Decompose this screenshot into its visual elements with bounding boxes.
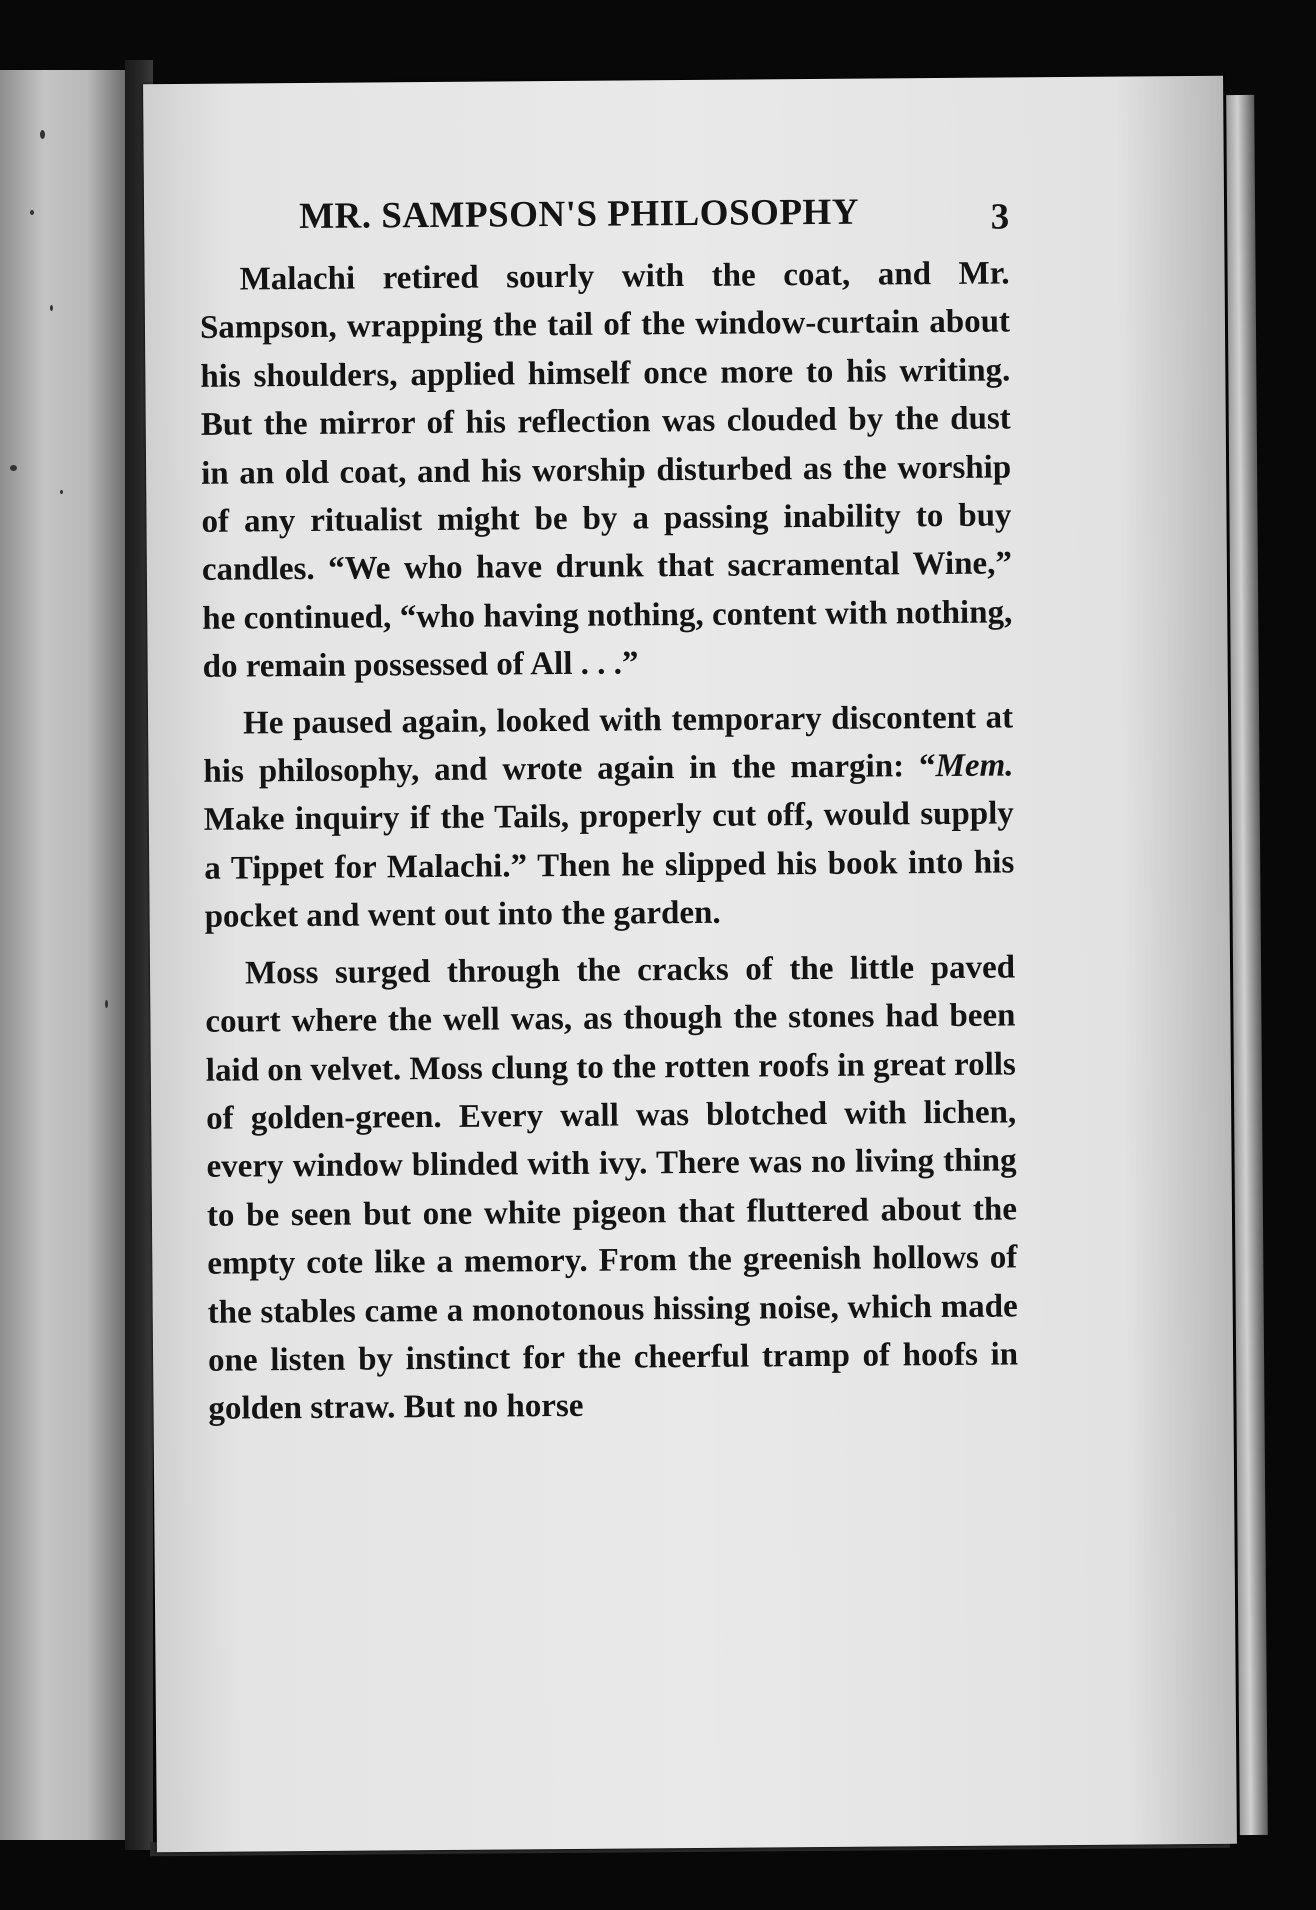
text-block <box>199 187 1019 1433</box>
running-head <box>199 187 1009 247</box>
paragraph-1 <box>199 249 1012 691</box>
paragraph-3 <box>205 943 1019 1433</box>
paragraph-2-text-a: He paused again, looked with temporary discontent at his philosophy, and wrote again in the margin: “ <box>203 699 1014 790</box>
paragraph-2-italic-mem: Mem. <box>935 747 1014 785</box>
paragraph-3-text: Moss surged through the cracks of the little paved court where the well was, as though the stones had been laid on velvet. Moss clung to the rotten roofs in great rolls of golden-green. Every wall was blotched with lichen, every window blinded with ivy. There was no living thing to be seen but one white pigeon that fluttered about the empty cote like a memory. From the greenish hollows of the stables came a monotonous hissing noise, which made one listen by instinct for the cheerful tramp of hoofs in golden straw. But no horse <box>205 949 1019 1428</box>
header-title: MR. SAMPSON'S PHILOSOPHY <box>298 191 860 238</box>
facing-page-edge <box>0 70 125 1840</box>
paragraph-1-text: Malachi retired sourly with the coat, and Mr. Sampson, wrapping the tail of the window-curtain about his shoulders, applied himself once more to his writing. But the mirror of his reflection was clouded by the dust in an old coat, and his worship disturbed as the worship of any ritualist might be by a passing inability to buy candles. “We who have drunk that sacramental Wine,” he continued, “who having nothing, content with nothing, do remain possessed of All . . .” <box>199 255 1013 686</box>
page-number: 3 <box>990 196 1010 238</box>
book-page <box>143 76 1237 1852</box>
paragraph-2 <box>203 693 1015 941</box>
paragraph-2-text-b: Make inquiry if the Tails, properly cut off, would supply a Tippet for Malachi.” Then he slipped his book into his pocket and went out into the garden. <box>203 795 1015 936</box>
